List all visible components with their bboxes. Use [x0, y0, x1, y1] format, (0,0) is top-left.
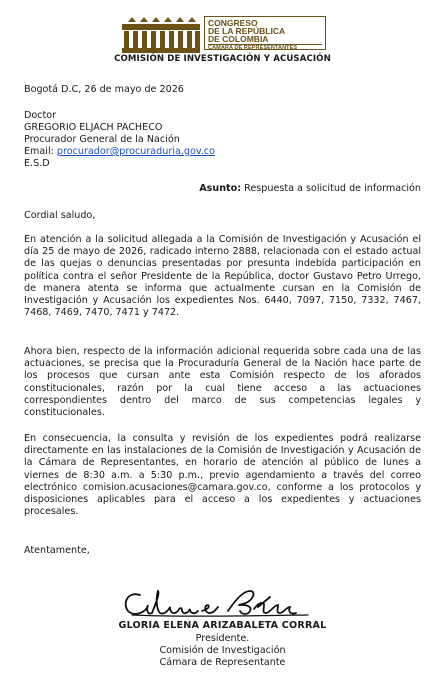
handwritten-signature [118, 585, 328, 619]
subject-line [199, 183, 421, 194]
commission-heading: COMISIÓN DE INVESTIGACIÓN Y ACUSACIÓN [114, 54, 331, 64]
signer-role: Presidente. [195, 633, 250, 644]
subject-label: Asunto: [199, 183, 242, 194]
letter-date: Bogotá D.C, 26 de mayo de 2026 [24, 84, 184, 95]
recipient-name: GREGORIO ELJACH PACHECO [24, 122, 163, 133]
letterhead-line3: DE COLOMBIA [208, 35, 322, 45]
signer-name: GLORIA ELENA ARIZABALETA CORRAL [118, 620, 327, 631]
congress-building-logo [118, 14, 202, 54]
recipient-esd: E.S.D [24, 158, 50, 169]
signer-body-line2: Cámara de Representante [159, 657, 286, 668]
subject-text: Respuesta a solicitud de información [244, 183, 421, 194]
signer-body-line1: Comisión de Investigación [159, 645, 286, 656]
letterhead [118, 14, 328, 54]
body-paragraph-1: En atención a la solicitud allegada a la Comisión de Investigación y Acusación el día 25 de mayo de 2026, radicado interno 2888, relacionada con el estado actual de las quejas o denuncias presentadas por presunta indebida participación en política contra el señor Presidente de la República, doctor Gustavo Petro Urrego, de manera atenta se informa que actualmente cursan en la Comisión de Investigación y Acusación los expedientes Nos. 6440, 7097, 7150, 7332, 7467, 7468, 7469, 7470, 7471 y 7472. [24, 234, 421, 319]
recipient-salutation: Doctor [24, 110, 57, 121]
body-paragraph-2: Ahora bien, respecto de la información adicional requerida sobre cada una de las actuaciones, se precisa que la Procuraduría General de la Nación hace parte de los procesos que cursan ante esta Comisión respecto de los aforados constitucionales, razón por la cual tiene acceso a las actuaciones correspondientes dentro del marco de sus competencias legales y constitucionales. [24, 346, 421, 419]
email-label: Email: [24, 146, 54, 157]
closing: Atentamente, [24, 545, 90, 556]
recipient-email-row [24, 146, 215, 158]
recipient-email-link[interactable]: procurador@procuraduria.gov.co [56, 146, 215, 157]
recipient-title: Procurador General de la Nación [24, 134, 180, 145]
letterhead-line4: CÁMARA DE REPRESENTANTES [208, 45, 298, 51]
body-paragraph-3: En consecuencia, la consulta y revisión de los expedientes podrá realizarse directamente en las instalaciones de la Comisión de Investigación y Acusación de la Cámara de Representantes, en horario de atención al público de lunes a viernes de 8:30 a.m. a 5:30 p.m., previo agendamiento a través del correo electrónico comision.acusaciones@camara.gov.co, conforme a los protocolos y disposiciones aplicables para el acceso a los expedientes y actuaciones procesales. [24, 433, 421, 518]
letterhead-line2: DE LA REPÚBLICA [208, 26, 286, 36]
letterhead-line1: CONGRESO [208, 18, 258, 28]
letterhead-wordmark [204, 16, 326, 50]
greeting: Cordial saludo, [24, 210, 96, 221]
